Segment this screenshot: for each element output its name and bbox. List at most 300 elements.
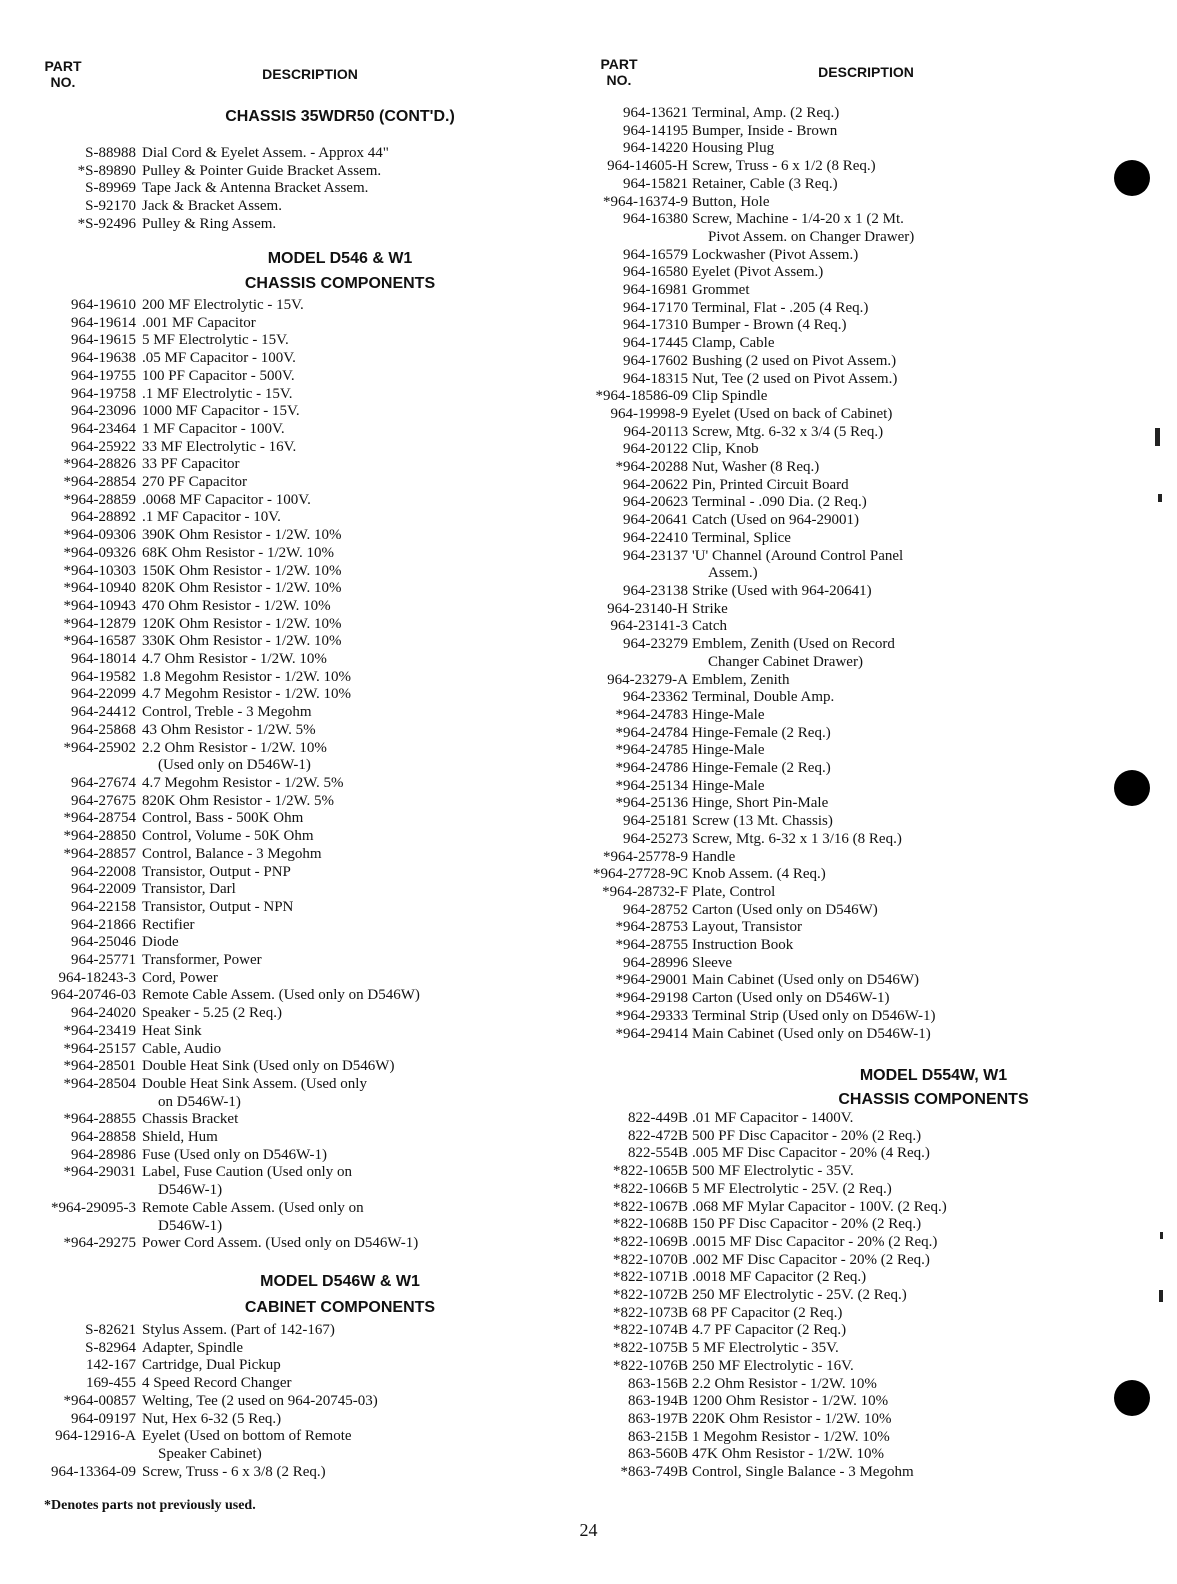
part-row [0,545,580,563]
part-description-continued: Assem.) [708,565,758,582]
part-number: *964-10940 [63,580,136,597]
part-number: *964-29095-3 [51,1199,136,1216]
part-description: Button, Hole [692,193,770,210]
part-number: *822-1071B [613,1269,688,1286]
part-description: Screw (13 Mt. Chassis) [692,813,833,830]
part-number: *964-29001 [615,972,688,989]
part-number: 964-19615 [71,332,136,349]
part-description: Lockwasher (Pivot Assem.) [692,246,859,263]
part-row [580,601,1177,619]
part-row [0,598,580,616]
part-description: Remote Cable Assem. (Used only on D546W) [142,987,420,1004]
part-number: 822-449B [628,1110,688,1126]
part-row [580,884,1177,902]
part-number: 964-16579 [623,246,688,263]
part-number: S-82964 [85,1339,136,1356]
part-number: *964-24784 [615,724,688,741]
part-number: 964-22099 [71,686,136,703]
part-row [580,1411,1177,1429]
part-row [580,317,1177,335]
part-number: 964-25868 [71,721,136,738]
section-title-components: CHASSIS COMPONENTS [838,1091,1029,1108]
part-row [0,350,580,368]
part-description: Terminal, Flat - .205 (4 Req.) [692,299,869,316]
part-description: 4.7 PF Capacitor (2 Req.) [692,1322,847,1339]
section-title-model: MODEL D546 & W1 [267,250,413,267]
part-description: 1 MF Capacitor - 100V. [142,420,285,437]
part-row [0,527,580,545]
part-description: Pulley & Ring Assem. [142,215,277,232]
part-row [0,421,580,439]
part-number: *822-1070B [613,1251,688,1268]
part-row [0,775,580,793]
part-number: *964-28826 [63,456,136,473]
part-number: 964-16380 [623,211,688,228]
part-row [0,899,580,917]
part-description: .068 MF Mylar Capacitor - 100V. (2 Req.) [692,1198,947,1215]
part-description: Grommet [692,282,750,299]
part-description: 2.2 Ohm Resistor - 1/2W. 10% [142,739,327,756]
part-row [580,477,1177,495]
part-description-continued: on D546W-1) [158,1093,241,1110]
part-description: Cable, Audio [142,1040,222,1057]
part-number: 964-28996 [623,954,688,971]
part-row [580,123,1177,141]
part-row [0,474,580,492]
part-number: 964-19582 [71,668,136,685]
part-description: Diode [142,934,179,951]
part-row [580,937,1177,955]
part-number: *964-25157 [63,1040,136,1057]
part-row [580,211,1177,229]
part-description: Label, Fuse Caution (Used only on [142,1164,352,1181]
part-number: *964-25136 [615,795,688,812]
part-row [580,1181,1177,1199]
part-row [0,1340,580,1358]
part-number: *964-23419 [63,1022,136,1039]
part-description: Shield, Hum [142,1129,218,1146]
part-description: Nut, Washer (8 Req.) [692,459,820,476]
part-row [580,618,1177,636]
part-description: Clip Spindle [692,388,768,405]
part-description: 250 MF Electrolytic - 25V. (2 Req.) [692,1287,907,1304]
part-row [0,1375,580,1393]
part-description: Catch (Used on 964-29001) [692,512,860,529]
part-number: 964-27675 [71,792,136,809]
part-description: Bushing (2 used on Pivot Assem.) [692,352,897,369]
part-description: Eyelet (Used on back of Cabinet) [692,405,893,422]
part-description: Screw, Mtg. 6-32 x 3/4 (5 Req.) [692,423,884,440]
part-description: Hinge, Short Pin-Male [692,795,829,812]
part-row [0,1023,580,1041]
part-description: Strike (Used with 964-20641) [692,582,872,599]
part-number: *964-29031 [63,1164,136,1181]
part-description: Chassis Bracket [142,1111,239,1128]
part-row [580,1008,1177,1026]
part-row [580,919,1177,937]
part-row [580,459,1177,477]
part-row [580,742,1177,760]
part-row [580,689,1177,707]
part-row [0,1235,580,1253]
part-description-continued: D546W-1) [158,1182,223,1199]
part-number: *964-28855 [63,1111,136,1128]
part-number: *964-12879 [63,615,136,632]
part-row [580,778,1177,796]
scan-mark [1155,428,1160,446]
part-description: 1200 Ohm Resistor - 1/2W. 10% [692,1393,889,1410]
part-row [580,725,1177,743]
part-row [580,424,1177,442]
part-row [580,1269,1177,1287]
part-row [580,300,1177,318]
part-row [0,563,580,581]
part-row [580,1322,1177,1340]
part-row [580,548,1177,566]
part-row [580,972,1177,990]
part-description: Nut, Hex 6-32 (5 Req.) [142,1410,282,1427]
part-row [580,1026,1177,1044]
part-number: 964-25046 [71,934,136,951]
part-description: 500 PF Disc Capacitor - 20% (2 Req.) [692,1127,922,1144]
part-number: 169-455 [86,1375,136,1392]
part-number: 964-20641 [623,512,688,529]
scan-mark [1160,1232,1163,1239]
part-number: *822-1066B [613,1180,688,1197]
part-row [0,163,580,181]
part-description: Retainer, Cable (3 Req.) [692,175,838,192]
part-row [0,917,580,935]
part-number: 964-23279-A [607,671,688,688]
part-row [0,952,580,970]
part-description: Hinge-Male [692,742,765,759]
part-number: 964-28752 [623,901,688,918]
part-row [0,403,580,421]
part-description: Handle [692,848,736,865]
part-description: Control, Volume - 50K Ohm [142,828,314,845]
part-number: 964-14220 [623,140,688,157]
part-row [0,934,580,952]
part-description: Terminal, Amp. (2 Req.) [692,105,840,121]
section-title-components: CHASSIS COMPONENTS [244,275,436,292]
part-number: 863-560B [628,1446,688,1463]
part-row [580,264,1177,282]
part-number: *964-24783 [615,706,688,723]
part-description: Carton (Used only on D546W-1) [692,990,890,1007]
part-row [580,140,1177,158]
part-number: 964-19998-9 [610,405,688,422]
part-description: Power Cord Assem. (Used only on D546W-1) [142,1235,419,1252]
part-row [0,145,580,163]
part-description: 1.8 Megohm Resistor - 1/2W. 10% [142,668,352,685]
part-number: *964-28850 [63,828,136,845]
part-number: 863-197B [628,1410,688,1427]
part-number: 964-17310 [623,317,688,334]
part-number: 964-25771 [71,952,136,969]
part-row [0,492,580,510]
part-row [0,864,580,882]
part-description: 'U' Channel (Around Control Panel [692,547,904,564]
binder-hole [1114,770,1150,806]
part-description: Terminal Strip (Used only on D546W-1) [692,1007,936,1024]
part-description: Hinge-Male [692,777,765,794]
scan-mark [1159,1290,1163,1302]
part-number: *964-10943 [63,597,136,614]
part-number: *964-16587 [63,633,136,650]
part-description: 150 PF Disc Capacitor - 20% (2 Req.) [692,1216,922,1233]
part-description: Transformer, Power [142,952,262,969]
part-number: 964-23141-3 [610,618,688,635]
part-row [580,1145,1177,1163]
part-row [580,1128,1177,1146]
part-description: Hinge-Male [692,706,765,723]
part-description: 4.7 Megohm Resistor - 1/2W. 5% [142,774,344,791]
part-description: Carton (Used only on D546W) [692,901,878,918]
part-number: *964-24785 [615,742,688,759]
part-number: *964-28854 [63,474,136,491]
part-description: Bumper, Inside - Brown [692,122,838,139]
part-description: 33 MF Electrolytic - 16V. [142,438,297,455]
part-description: 1000 MF Capacitor - 15V. [142,403,300,420]
part-number: 964-20113 [623,423,688,440]
description-header: DESCRIPTION [818,64,914,80]
part-description: 5 MF Electrolytic - 15V. [142,332,289,349]
part-row [0,651,580,669]
part-description: Pulley & Pointer Guide Bracket Assem. [142,162,382,179]
part-number: *964-29333 [615,1007,688,1024]
part-number: *S-89890 [77,162,136,179]
part-number: 964-25922 [71,438,136,455]
part-number: *964-28859 [63,491,136,508]
part-row [0,1200,580,1218]
part-description-continued: Speaker Cabinet) [158,1445,262,1462]
part-row [0,1393,580,1411]
part-number: 964-23279 [623,636,688,653]
part-description: Control, Balance - 3 Megohm [142,845,322,862]
part-description: Fuse (Used only on D546W-1) [142,1146,327,1163]
part-no-header: PART NO. [44,58,82,90]
part-number: *964-09326 [63,544,136,561]
part-number: *964-28755 [615,937,688,954]
part-number: *964-20288 [615,459,688,476]
part-number: 964-23140-H [607,600,688,617]
part-description: Speaker - 5.25 (2 Req.) [142,1005,282,1022]
part-description: 47K Ohm Resistor - 1/2W. 10% [692,1446,884,1463]
part-number: 964-28986 [71,1146,136,1163]
part-row [0,216,580,234]
part-description: Emblem, Zenith [692,671,790,688]
part-number: 964-19638 [71,350,136,367]
part-number: 863-194B [628,1393,688,1410]
part-number: 142-167 [86,1357,136,1374]
part-description: Adapter, Spindle [142,1339,244,1356]
part-description: 200 MF Electrolytic - 15V. [142,297,304,313]
part-row [580,795,1177,813]
part-description: 1 Megohm Resistor - 1/2W. 10% [692,1428,890,1445]
part-row [0,987,580,1005]
part-no-header: PART NO. [600,56,638,88]
part-number: *964-25778-9 [603,848,688,865]
parts-list [0,1322,580,1481]
part-description: 68 PF Capacitor (2 Req.) [692,1304,843,1321]
part-number: 964-20746-03 [51,987,136,1004]
part-row [580,1376,1177,1394]
part-row [0,297,580,315]
part-number: 964-20622 [623,476,688,493]
part-row [580,282,1177,300]
part-description: Screw, Mtg. 6-32 x 1 3/16 (8 Req.) [692,830,902,847]
part-description: Housing Plug [692,140,775,157]
part-number: *964-27728-9C [593,866,688,883]
part-description: 470 Ohm Resistor - 1/2W. 10% [142,597,331,614]
part-description: Heat Sink [142,1022,202,1039]
part-number: 964-22008 [71,863,136,880]
part-description: 220K Ohm Resistor - 1/2W. 10% [692,1410,892,1427]
part-row [0,1076,580,1094]
part-description: Remote Cable Assem. (Used only on [142,1199,364,1216]
part-description: Transistor, Output - NPN [142,898,294,915]
part-description: 4 Speed Record Changer [142,1375,292,1392]
part-number: 964-16981 [623,282,688,299]
part-row [0,1005,580,1023]
part-row [0,740,580,758]
part-description: .01 MF Capacitor - 1400V. [692,1110,854,1126]
part-description: Eyelet (Used on bottom of Remote [142,1428,352,1445]
part-description: 100 PF Capacitor - 500V. [142,367,295,384]
part-row [580,849,1177,867]
part-row [580,494,1177,512]
part-row [580,1446,1177,1464]
part-description: Control, Treble - 3 Megohm [142,704,312,721]
part-row [0,368,580,386]
part-description: Clamp, Cable [692,335,775,352]
parts-list [0,145,580,234]
part-number: 964-15821 [623,175,688,192]
part-number: 964-23096 [71,403,136,420]
part-row [0,828,580,846]
part-row [580,1393,1177,1411]
part-row [580,371,1177,389]
part-row [580,512,1177,530]
part-number: 964-25273 [623,830,688,847]
part-row [0,616,580,634]
part-row [0,1164,580,1182]
part-description: Hinge-Female (2 Req.) [692,760,831,777]
part-number: 964-12916-A [55,1428,136,1445]
part-number: *964-18586-09 [595,388,688,405]
part-number: *S-92496 [77,215,136,232]
part-number: *964-16374-9 [603,193,688,210]
part-row [0,722,580,740]
part-number: 964-23137 [623,547,688,564]
part-row [580,158,1177,176]
part-row [580,1252,1177,1270]
part-description: Screw, Truss - 6 x 1/2 (8 Req.) [692,158,876,175]
part-number: *863-749B [620,1464,688,1481]
part-row [580,105,1177,123]
part-description: Main Cabinet (Used only on D546W-1) [692,1025,931,1042]
part-number: *964-29275 [63,1235,136,1252]
part-row [0,686,580,704]
part-row [580,1199,1177,1217]
part-row [0,704,580,722]
part-row [580,247,1177,265]
part-row [580,1163,1177,1181]
part-description-continued: Pivot Assem. on Changer Drawer) [708,228,915,245]
part-row [0,1322,580,1340]
binder-hole [1114,160,1150,196]
part-number: 964-24412 [71,704,136,721]
parts-list [580,105,1177,1043]
part-row [580,176,1177,194]
part-row [0,1111,580,1129]
part-description: 250 MF Electrolytic - 16V. [692,1357,854,1374]
part-number: 822-554B [628,1145,688,1162]
part-row [580,1216,1177,1234]
part-row [0,1129,580,1147]
part-number: 964-23138 [623,582,688,599]
part-number: *822-1068B [613,1216,688,1233]
part-description: Control, Single Balance - 3 Megohm [692,1464,914,1481]
section-title: CHASSIS 35WDR50 (CONT'D.) [225,108,455,125]
part-description: Main Cabinet (Used only on D546W) [692,972,920,989]
part-row [580,353,1177,371]
part-row [580,530,1177,548]
section-title-model: MODEL D554W, W1 [859,1067,1008,1084]
part-row [0,633,580,651]
part-description: 270 PF Capacitor [142,474,247,491]
part-row [580,1287,1177,1305]
part-number: S-92170 [85,198,136,215]
part-number: *964-28753 [615,919,688,936]
part-number: S-89969 [85,180,136,197]
parts-list [0,297,580,1253]
footnote: *Denotes parts not previously used. [44,1498,256,1513]
part-number: 964-16580 [623,264,688,281]
part-number: 964-14605-H [607,158,688,175]
part-description: Terminal, Double Amp. [692,689,835,706]
section-title-components: CABINET COMPONENTS [244,1299,436,1316]
part-row [580,335,1177,353]
part-number: 964-22410 [623,529,688,546]
part-description: 390K Ohm Resistor - 1/2W. 10% [142,527,342,544]
part-row [0,1464,580,1482]
part-description: Control, Bass - 500K Ohm [142,810,304,827]
part-number: *964-00857 [63,1392,136,1409]
part-row [0,198,580,216]
part-number: 964-18014 [71,651,136,668]
part-description: Strike [692,600,728,617]
part-description: .0018 MF Capacitor (2 Req.) [692,1269,867,1286]
part-row [580,672,1177,690]
part-description: Bumper - Brown (4 Req.) [692,317,847,334]
part-number: 964-21866 [71,916,136,933]
part-number: 964-20122 [623,441,688,458]
part-description: Nut, Tee (2 used on Pivot Assem.) [692,370,898,387]
part-row [580,1110,1177,1128]
part-description: Transistor, Output - PNP [142,863,291,880]
part-description-continued: D546W-1) [158,1217,223,1234]
part-number: 964-19614 [71,314,136,331]
part-description: 120K Ohm Resistor - 1/2W. 10% [142,615,342,632]
part-row [580,990,1177,1008]
part-row [0,810,580,828]
part-number: *964-28732-F [602,883,688,900]
part-row [0,1147,580,1165]
part-row [580,1234,1177,1252]
part-description-continued: (Used only on D546W-1) [158,757,311,774]
part-description: .05 MF Capacitor - 100V. [142,350,296,367]
